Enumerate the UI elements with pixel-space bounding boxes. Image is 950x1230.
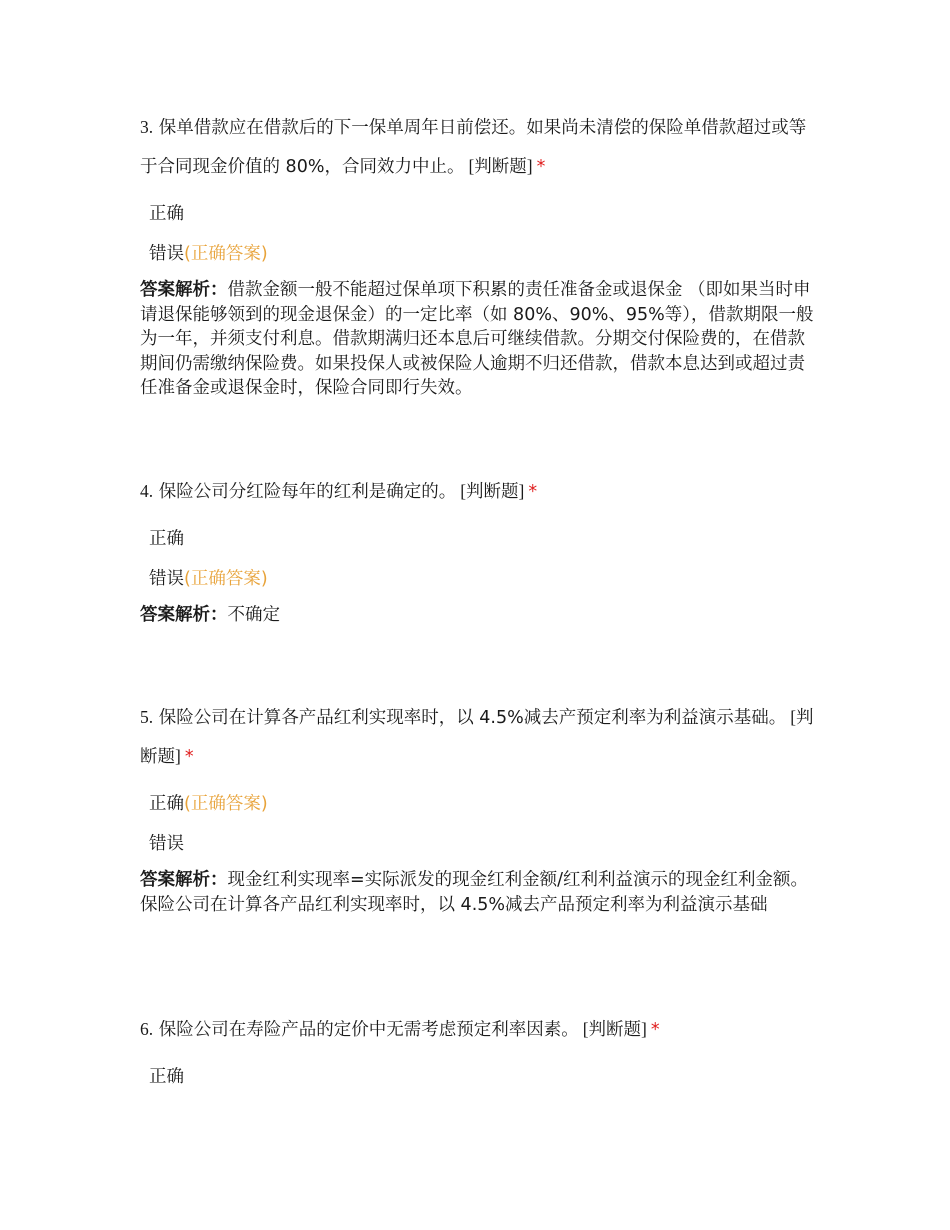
question-number: 4. (140, 481, 154, 501)
option-item[interactable] (140, 824, 815, 864)
required-star: * (650, 1020, 660, 1040)
option-item[interactable] (140, 234, 815, 274)
analysis-text: 现金红利实现率=实际派发的现金红利金额/红利利益演示的现金红利金额。保险公司在计算各产品红利实现率时，以 4.5%减去产品预定利率为利益演示基础 (140, 870, 809, 915)
question-4 (140, 472, 537, 628)
question-title (140, 698, 815, 776)
option-label: 错误 (149, 834, 184, 854)
required-star: * (184, 747, 194, 767)
correct-answer-tag: (正确答案) (184, 244, 268, 264)
option-label: 正确 (149, 529, 184, 549)
option-item[interactable] (140, 559, 537, 599)
question-number: 6. (140, 1019, 154, 1039)
option-label: 错误 (149, 244, 184, 264)
question-text: 保单借款应在借款后的下一保单周年日前偿还。如果尚未清偿的保险单借款超过或等于合同现金价值的 80%，合同效力中止。 (140, 118, 807, 177)
question-number: 3. (140, 117, 154, 137)
analysis-text: 不确定 (227, 605, 280, 625)
question-6 (140, 1010, 660, 1097)
option-item[interactable] (140, 194, 815, 234)
correct-answer-tag: (正确答案) (184, 569, 268, 589)
question-type: [判断题] (468, 156, 533, 176)
analysis-label: 答案解析： (140, 605, 228, 625)
option-item[interactable] (140, 519, 537, 559)
option-list (140, 194, 815, 274)
answer-analysis (140, 278, 815, 401)
question-type: [判断题] (460, 481, 525, 501)
analysis-label: 答案解析： (140, 870, 228, 890)
correct-answer-tag: (正确答案) (184, 794, 268, 814)
question-5 (140, 698, 815, 917)
question-type: [判断题] (140, 707, 814, 766)
question-text: 保险公司在计算各产品红利实现率时，以 4.5%减去产预定利率为利益演示基础。 (158, 708, 787, 728)
question-number: 5. (140, 707, 154, 727)
analysis-label: 答案解析： (140, 280, 228, 300)
option-list (140, 519, 537, 599)
option-list (140, 1057, 660, 1097)
option-label: 正确 (149, 794, 184, 814)
question-title (140, 472, 537, 511)
option-label: 正确 (149, 204, 184, 224)
question-title (140, 1010, 660, 1049)
analysis-text: 借款金额一般不能超过保单项下积累的责任准备金或退保金 （即如果当时申请退保能够领到的现金退保金）的一定比率（如 80%、90%、95%等），借款期限一般为一年，并须支付利息。借款期满归还本息后可继续借款。分期交付保险费的，在借款期间仍需缴纳保险费。如果投保人或被保险人逾期不归还借款，借款本息达到或超过责任准备金或退保金时，保险合同即行失效。 (140, 280, 814, 398)
answer-analysis (140, 603, 537, 628)
question-text: 保险公司在寿险产品的定价中无需考虑预定利率因素。 (158, 1020, 579, 1040)
question-type: [判断题] (582, 1019, 647, 1039)
question-3 (140, 108, 815, 401)
option-item[interactable] (140, 784, 815, 824)
option-label: 正确 (149, 1067, 184, 1087)
option-list (140, 784, 815, 864)
option-item[interactable] (140, 1057, 660, 1097)
question-text: 保险公司分红险每年的红利是确定的。 (158, 482, 457, 502)
option-label: 错误 (149, 569, 184, 589)
question-title (140, 108, 815, 186)
answer-analysis (140, 868, 815, 917)
required-star: * (536, 157, 546, 177)
required-star: * (528, 482, 538, 502)
